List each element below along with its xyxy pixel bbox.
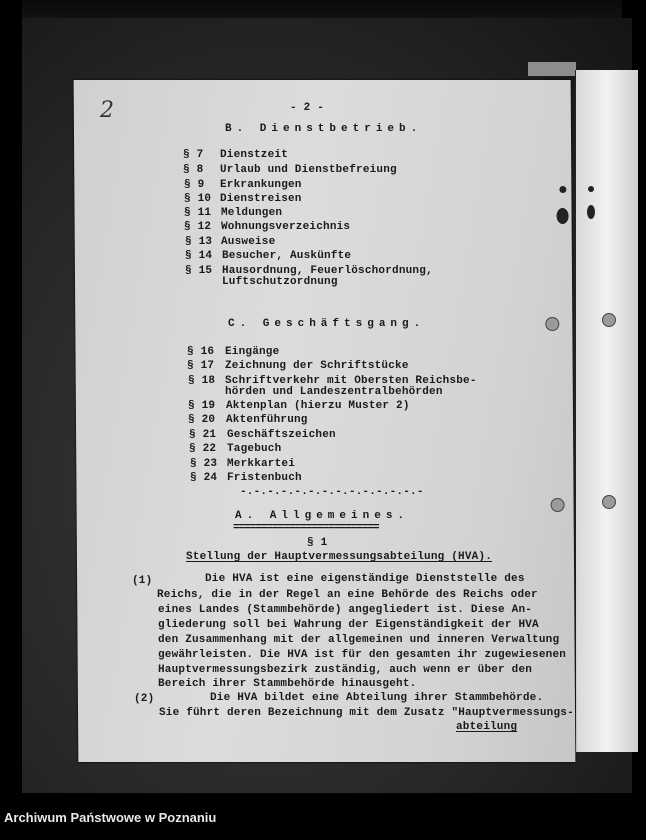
toc-title: Tagebuch [227, 443, 282, 455]
heading-double-underline: ========================== [233, 522, 379, 534]
toc-num: § 17 [187, 360, 215, 372]
clause-line: abteilung [456, 721, 518, 733]
toc-title: Schriftverkehr mit Obersten Reichsbe- [225, 375, 477, 387]
toc-num: § 16 [187, 346, 215, 358]
clause-label: (2) [134, 693, 155, 705]
toc-title: Urlaub und Dienstbefreiung [220, 164, 397, 176]
section-a-heading: A. Allgemeines. [235, 510, 410, 522]
clause-line: Die HVA ist eine eigenständige Dienststelle des [205, 573, 525, 585]
clause-line: gewährleisten. Die HVA ist für den gesamten ihr zugewiesenen [158, 649, 567, 661]
paragraph-title: Stellung der Hauptvermessungsabteilung (HVA). [186, 551, 493, 563]
toc-title: Eingänge [225, 346, 280, 358]
clause-line: Bereich ihrer Stammbehörde hinausgeht. [158, 678, 417, 690]
toc-title: Erkrankungen [220, 179, 302, 191]
toc-num: § 22 [189, 443, 217, 455]
toc-title: Zeichnung der Schriftstücke [225, 360, 409, 372]
clause-line: Hauptvermessungsbezirk zuständig, auch wenn er über den [158, 664, 533, 676]
archive-watermark: Archiwum Państwowe w Poznaniu [4, 810, 217, 825]
toc-title: Meldungen [221, 207, 283, 219]
toc-num: § 21 [189, 429, 217, 441]
handwritten-page-number: 2 [100, 98, 114, 123]
toc-num: § 8 [183, 164, 204, 176]
clause-line: Sie führt deren Bezeichnung mit dem Zusatz "Hauptvermessungs- [159, 707, 574, 719]
clause-label: (1) [132, 575, 153, 587]
toc-title: Hausordnung, Feuerlöschordnung, [222, 265, 433, 277]
toc-num: § 18 [188, 375, 216, 387]
toc-num: § 7 [183, 149, 204, 161]
clause-line: eines Landes (Stammbehörde) angegliedert ist. Diese An- [158, 604, 533, 616]
page-marker: - 2 - [290, 102, 325, 114]
toc-title-continued: Luftschutzordnung [222, 276, 338, 288]
paragraph-number: § 1 [307, 537, 328, 549]
toc-num: § 10 [184, 193, 212, 205]
toc-title: Geschäftszeichen [227, 429, 336, 441]
clause-line: Die HVA bildet eine Abteilung ihrer Stammbehörde. [210, 692, 544, 704]
toc-num: § 12 [184, 221, 212, 233]
toc-title: Fristenbuch [227, 472, 302, 484]
toc-num: § 15 [185, 265, 213, 277]
toc-title: Dienstzeit [220, 149, 289, 161]
toc-num: § 14 [185, 250, 213, 262]
toc-title: Wohnungsverzeichnis [221, 221, 351, 233]
toc-num: § 19 [188, 400, 216, 412]
toc-num: § 23 [190, 458, 218, 470]
section-c-heading: C. Geschäftsgang. [228, 318, 426, 330]
toc-title: Aktenplan (hierzu Muster 2) [226, 400, 410, 412]
clause-line: den Zusammenhang mit der allgemeinen und inneren Verwaltung [158, 634, 560, 646]
toc-title: Dienstreisen [220, 193, 302, 205]
toc-title: Aktenführung [226, 414, 308, 426]
toc-title: Ausweise [221, 236, 276, 248]
clause-line: gliederung soll bei Wahrung der Eigenständigkeit der HVA [158, 619, 539, 631]
separator-line: -.-.-.-.-.-.-.-.-.-.-.-.-.- [240, 486, 424, 498]
toc-num: § 24 [190, 472, 218, 484]
toc-title: Besucher, Auskünfte [222, 250, 352, 262]
clause-line: Reichs, die in der Regel an eine Behörde des Reichs oder [157, 589, 538, 601]
toc-num: § 13 [185, 236, 213, 248]
toc-num: § 20 [188, 414, 216, 426]
toc-title: Merkkartei [227, 458, 296, 470]
toc-num: § 9 [184, 179, 205, 191]
toc-title-continued: hörden und Landeszentralbehörden [225, 386, 443, 398]
section-b-heading: B. Dienstbetrieb. [225, 123, 423, 135]
toc-num: § 11 [184, 207, 212, 219]
